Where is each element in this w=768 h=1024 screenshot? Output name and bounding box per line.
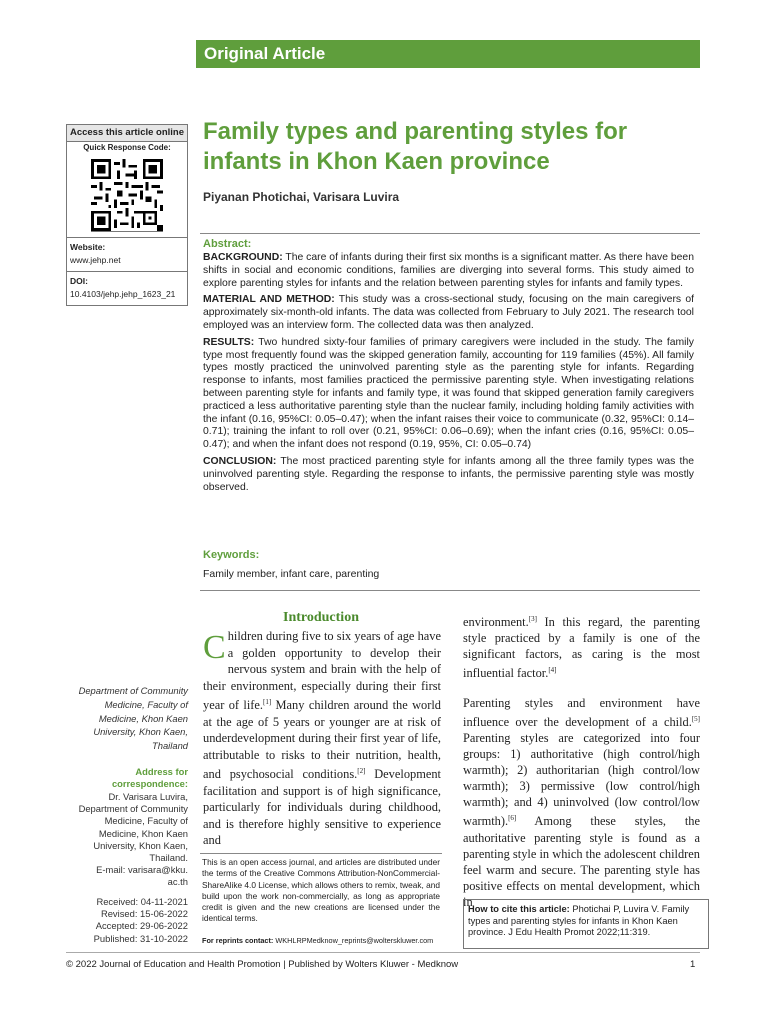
citation-ref[interactable]: [4]: [548, 666, 557, 675]
address-line: Medicine, Faculty of: [104, 815, 188, 827]
divider: [67, 237, 187, 238]
how-to-cite-box: [463, 899, 709, 949]
citation-ref[interactable]: [5]: [691, 715, 700, 724]
citation-ref[interactable]: [1]: [263, 698, 272, 706]
section-head: MATERIAL AND METHOD:: [203, 294, 335, 306]
citation-ref[interactable]: [2]: [357, 767, 366, 776]
text: Parenting styles and environment have influence over the development of a child.: [463, 696, 700, 730]
cite-text: Photichai P, Luvira V. Family types and parenting styles for infants in Khon Kaen province. J Edu Health Promot 2022;11:319.: [468, 904, 690, 938]
citation-ref[interactable]: [6]: [508, 814, 517, 823]
body-column-right: [463, 611, 700, 924]
address-line: Department of Community: [78, 803, 188, 815]
page-number: 1: [690, 959, 696, 970]
section-head: RESULTS:: [203, 336, 255, 348]
abstract-background: [203, 252, 694, 290]
article-type-label: Original Article: [204, 44, 326, 63]
section-text: Two hundred sixty-four families of primary caregivers were included in the study. The family type most frequently found was the skipped generation family, accounting for 119 families (45%). All family types mostly practiced the uninvolved parenting style as the parenting style for infants. Regarding response to infants, most families practiced the permissive parenting style. When investigating relations between parenting style for infants and family type, it was found that skipped generation family caregivers practiced a less authoritative parenting style than the nuclear family, including holding family activities with the infant (0.16, 95%CI: 0.05–0.47); when the infant raises their voice to communicate (0.32, 95%CI: 0.14–0.71); training the infant to roll over (0.21, 95%CI: 0.06–0.69); when the infant cries (0.16, 95%CI: 0.05–0.47); and when the infant does not respond (0.19, 95%, CI: 0.05–0.74): [203, 336, 694, 451]
access-title: Access this article online: [67, 125, 187, 142]
published-date: Published: 31-10-2022: [93, 932, 188, 944]
section-text: The most practiced parenting style for infants among all the three family types was the uninvolved parenting style. Regarding the response to infants, the permissive parenting style was mostly observed.: [203, 455, 694, 493]
text: Many children around the world at the age of 5 years or younger are at risk of underdevelopment during their first year of life, attributable to risks to their nutrition, health, and psychosocial conditions.: [203, 698, 441, 782]
address-line: University, Khon Kaen,: [93, 839, 188, 851]
affiliation: Department of Community Medicine, Faculty of Medicine, Khon Kaen University, Khon Kaen, Thailand: [78, 685, 188, 752]
cite-label: How to cite this article:: [468, 904, 570, 914]
text: Among these styles, the authoritative parenting style is found as a parenting style in which the adolescent children feel warm and secure. The parenting style has positive effects on mental development, which in: [463, 814, 700, 909]
address-line: Thailand.: [149, 852, 188, 864]
text: environment.: [463, 615, 529, 630]
abstract-conclusion: [203, 456, 694, 494]
address-label: Address for correspondence:: [111, 766, 188, 789]
correspondence-address: [66, 791, 188, 889]
website-label: Website:: [70, 242, 106, 252]
abstract-label: Abstract:: [203, 238, 252, 250]
body-column-left: [203, 628, 441, 849]
email-line[interactable]: ac.th: [167, 876, 188, 888]
reprints-email[interactable]: WKHLRPMedknow_reprints@wolterskluwer.com: [275, 936, 434, 945]
address-line: Medicine, Khon Kaen: [98, 827, 188, 839]
paragraph: [463, 695, 700, 909]
divider: [66, 952, 700, 953]
accepted-date: Accepted: 29-06-2022: [95, 920, 188, 932]
section-head: CONCLUSION:: [203, 455, 277, 467]
doi-label: DOI:: [70, 276, 88, 286]
abstract-results: [203, 337, 694, 452]
text: In this regard, the parenting style practiced by a family is one of the significant factors, as caring is the most influential factor.: [463, 615, 700, 681]
access-online-box: [66, 124, 188, 306]
text: Parenting styles are categorized into four groups: 1) authoritative (high control/high warmth); 2) authoritarian (high control/low warmth); 3) permissive (low control/high warmth); and 4) uninvolved (low control/low warmth).: [463, 731, 700, 829]
reprints-contact: [202, 936, 442, 945]
article-authors: Piyanan Photichai, Varisara Luvira: [203, 190, 400, 204]
doi-link[interactable]: 10.4103/jehp.jehp_1623_21: [70, 289, 176, 299]
paragraph: [463, 611, 700, 681]
section-text: The care of infants during their first six months is a significant matter. As there have been shifts in social and economic conditions, families are diverging into several forms. This study aimed to explore parenting styles for infants and the relation between parenting styles for infants and family types.: [203, 252, 694, 289]
abstract-method: [203, 294, 694, 332]
text: Development facilitation and support is of high significance, particularly for individuals during childhood, and is therefore highly sensitive to experience and: [203, 767, 441, 848]
section-head: BACKGROUND:: [203, 252, 283, 263]
article-title: Family types and parenting styles for infants in Khon Kaen province: [203, 118, 628, 175]
divider: [200, 233, 700, 234]
email-line[interactable]: E-mail: varisara@kku.: [96, 864, 188, 876]
address-line: Dr. Varisara Luvira,: [108, 791, 188, 802]
received-date: Received: 04-11-2021: [96, 896, 188, 907]
keywords-label: Keywords:: [203, 549, 260, 561]
citation-ref[interactable]: [3]: [528, 615, 537, 623]
text: hildren during five to six years of age have a golden opportunity to develop their nervous system and brain with the help of their environment, especially during their first year of life.: [203, 629, 441, 713]
qr-label: Quick Response Code:: [83, 143, 171, 152]
divider: [200, 853, 442, 854]
keywords-value: Family member, infant care, parenting: [203, 568, 380, 580]
qr-code-icon[interactable]: [91, 159, 163, 232]
abstract-body: [203, 252, 694, 498]
section-text: This study was a cross-sectional study, focusing on the main caregivers of approximately six-month-old infants. The data was collected from February to July 2021. The research tool employed was an interview form. The collected data was then analyzed.: [203, 294, 694, 331]
article-type-banner: [196, 40, 700, 68]
drop-cap: C: [203, 629, 226, 666]
paragraph: [203, 628, 441, 849]
publication-dates: [66, 896, 188, 945]
page-footer: © 2022 Journal of Education and Health Promotion | Published by Wolters Kluwer - Medknow: [66, 959, 459, 970]
reprints-label: For reprints contact:: [202, 936, 274, 945]
divider: [67, 271, 187, 272]
revised-date: Revised: 15-06-2022: [100, 908, 188, 920]
introduction-heading: Introduction: [283, 610, 359, 625]
divider: [200, 590, 700, 591]
website-link[interactable]: www.jehp.net: [70, 255, 121, 265]
open-access-notice: This is an open access journal, and articles are distributed under the terms of the Creative Commons Attribution-NonCommercial-ShareAlike 4.0 License, which allows others to remix, tweak, and build upon the work non-commercially, as long as appropriate credit is given and the new creations are licensed under the identical terms.: [202, 857, 440, 924]
